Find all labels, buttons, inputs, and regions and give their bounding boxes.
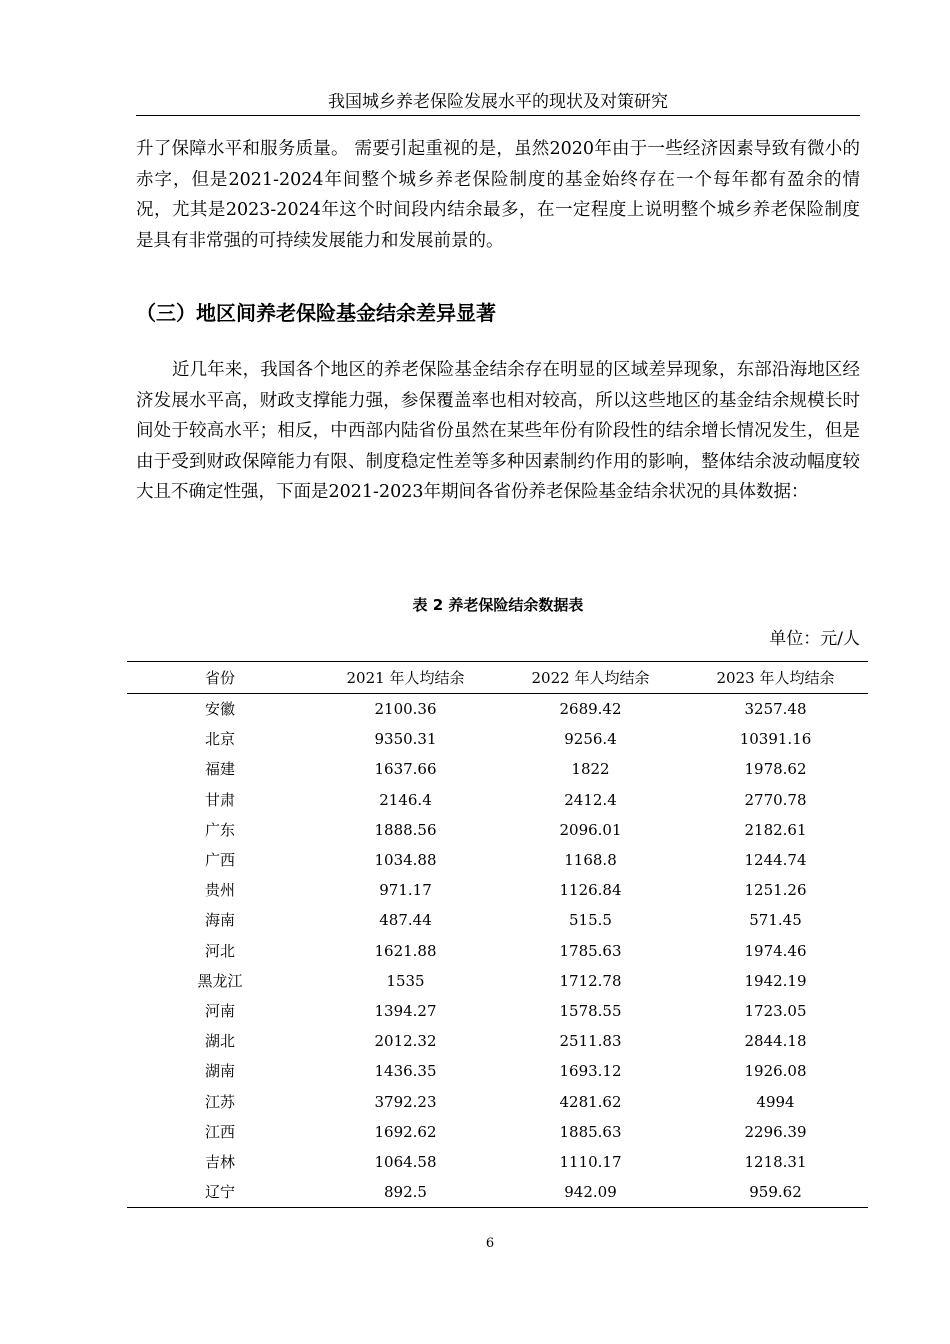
cell-province: 北京	[204, 730, 235, 749]
cell-province: 湖南	[204, 1062, 235, 1081]
cell-province: 福建	[204, 760, 235, 779]
table-row	[127, 815, 868, 845]
cell-2023: 2296.39	[744, 1122, 807, 1141]
cell-2022: 1578.55	[559, 1001, 622, 1020]
table-row	[127, 905, 868, 935]
cell-2023: 3257.48	[744, 700, 807, 719]
cell-2023: 959.62	[683, 1177, 868, 1208]
cell-province: 甘肃	[204, 790, 235, 809]
cell-2021: 1436.35	[374, 1062, 437, 1081]
cell-2022: 1126.84	[559, 881, 622, 900]
cell-2022: 515.5	[569, 911, 612, 930]
cell-province: 江西	[204, 1122, 235, 1141]
page-number: 6	[485, 1236, 495, 1251]
cell-2021: 1034.88	[374, 851, 437, 870]
cell-2021: 1692.62	[374, 1122, 437, 1141]
pension-surplus-table	[127, 661, 868, 1208]
cell-province: 江苏	[204, 1092, 235, 1111]
cell-2021: 1394.27	[374, 1001, 437, 1020]
table-row	[127, 785, 868, 815]
cell-2022: 1168.8	[564, 851, 617, 870]
table-row	[127, 1056, 868, 1086]
cell-2022: 1712.78	[559, 971, 622, 990]
cell-2022: 1822	[571, 760, 610, 779]
cell-2023: 2844.18	[744, 1032, 807, 1051]
cell-2021: 2100.36	[374, 700, 437, 719]
cell-province: 湖北	[204, 1032, 235, 1051]
cell-province: 黑龙江	[197, 971, 243, 990]
table-row	[127, 1147, 868, 1177]
cell-2023: 1974.46	[744, 941, 807, 960]
section-heading: （三）地区间养老保险基金结余差异显著	[136, 301, 496, 325]
table-row	[127, 1086, 868, 1116]
table-caption: 表 2 养老保险结余数据表	[412, 596, 584, 614]
paragraph-fund-surplus: 升了保障水平和服务质量。 需要引起重视的是，虽然2020年由于一些经济因素导致有微小的赤字，但是2021-2024年间整个城乡养老保险制度的基金始终存在一个每年都有盈余的情况，尤其是2023-2024年这个时间段内结余最多，在一定程度上说明整个城乡养老保险制度是具有非常强的可持续发展能力和发展前景的。	[136, 139, 860, 251]
cell-2021: 1621.88	[374, 941, 437, 960]
column-header-2023: 2023 年人均结余	[683, 662, 868, 694]
cell-2022: 942.09	[498, 1177, 683, 1208]
cell-province: 吉林	[204, 1152, 235, 1171]
column-header-province: 省份	[127, 662, 313, 694]
cell-2023: 2182.61	[744, 820, 807, 839]
table-row	[127, 1026, 868, 1056]
cell-2021: 1637.66	[374, 760, 437, 779]
cell-province: 河北	[204, 941, 235, 960]
cell-2022: 1110.17	[559, 1152, 622, 1171]
column-header-2021: 2021 年人均结余	[313, 662, 498, 694]
cell-2023: 1218.31	[744, 1152, 807, 1171]
cell-2021: 1535	[386, 971, 425, 990]
cell-2022: 1885.63	[559, 1122, 622, 1141]
running-header: 我国城乡养老保险发展水平的现状及对策研究	[136, 91, 860, 116]
cell-2023: 1251.26	[744, 881, 807, 900]
cell-2021: 487.44	[379, 911, 432, 930]
cell-2021: 971.17	[379, 881, 432, 900]
cell-2022: 1785.63	[559, 941, 622, 960]
cell-2023: 1926.08	[744, 1062, 807, 1081]
cell-2023: 4994	[756, 1092, 795, 1111]
cell-2023: 1244.74	[744, 851, 807, 870]
table-row	[127, 724, 868, 754]
table-header-row	[127, 662, 868, 694]
cell-2021: 2146.4	[379, 790, 432, 809]
cell-province: 广东	[204, 820, 235, 839]
paragraph-regional-difference: 近几年来，我国各个地区的养老保险基金结余存在明显的区域差异现象，东部沿海地区经济发展水平高，财政支撑能力强，参保覆盖率也相对较高，所以这些地区的基金结余规模长时间处于较高水平；相反，中西部内陆省份虽然在某些年份有阶段性的结余增长情况发生，但是由于受到财政保障能力有限、制度稳定性差等多种因素制约作用的影响，整体结余波动幅度较大且不确定性强，下面是2021-2023年期间各省份养老保险基金结余状况的具体数据：	[136, 360, 860, 502]
cell-2022: 2096.01	[559, 820, 622, 839]
table-row	[127, 875, 868, 905]
table-row	[127, 996, 868, 1026]
table-row	[127, 845, 868, 875]
cell-2021: 3792.23	[374, 1092, 437, 1111]
cell-2023: 2770.78	[744, 790, 807, 809]
cell-province: 辽宁	[127, 1177, 313, 1208]
table-row	[127, 936, 868, 966]
cell-2023: 571.45	[749, 911, 802, 930]
cell-2021: 1888.56	[374, 820, 437, 839]
cell-2022: 2412.4	[564, 790, 617, 809]
column-header-2022: 2022 年人均结余	[498, 662, 683, 694]
cell-2022: 2689.42	[559, 700, 622, 719]
cell-2021: 2012.32	[374, 1032, 437, 1051]
cell-2022: 4281.62	[559, 1092, 622, 1111]
cell-province: 贵州	[204, 881, 235, 900]
cell-2021: 1064.58	[374, 1152, 437, 1171]
table-unit: 单位：元/人	[769, 629, 860, 649]
table-row	[127, 1177, 868, 1208]
cell-province: 广西	[204, 851, 235, 870]
cell-2021: 9350.31	[374, 730, 437, 749]
cell-2021: 892.5	[313, 1177, 498, 1208]
table-row	[127, 966, 868, 996]
cell-province: 安徽	[204, 700, 235, 719]
cell-province: 河南	[204, 1001, 235, 1020]
cell-2023: 1723.05	[744, 1001, 807, 1020]
table-row	[127, 694, 868, 725]
cell-2023: 10391.16	[739, 730, 812, 749]
cell-province: 海南	[204, 911, 235, 930]
cell-2022: 1693.12	[559, 1062, 622, 1081]
cell-2022: 9256.4	[564, 730, 617, 749]
table-row	[127, 1117, 868, 1147]
cell-2023: 1978.62	[744, 760, 807, 779]
cell-2022: 2511.83	[559, 1032, 622, 1051]
cell-2023: 1942.19	[744, 971, 807, 990]
table-row	[127, 754, 868, 784]
